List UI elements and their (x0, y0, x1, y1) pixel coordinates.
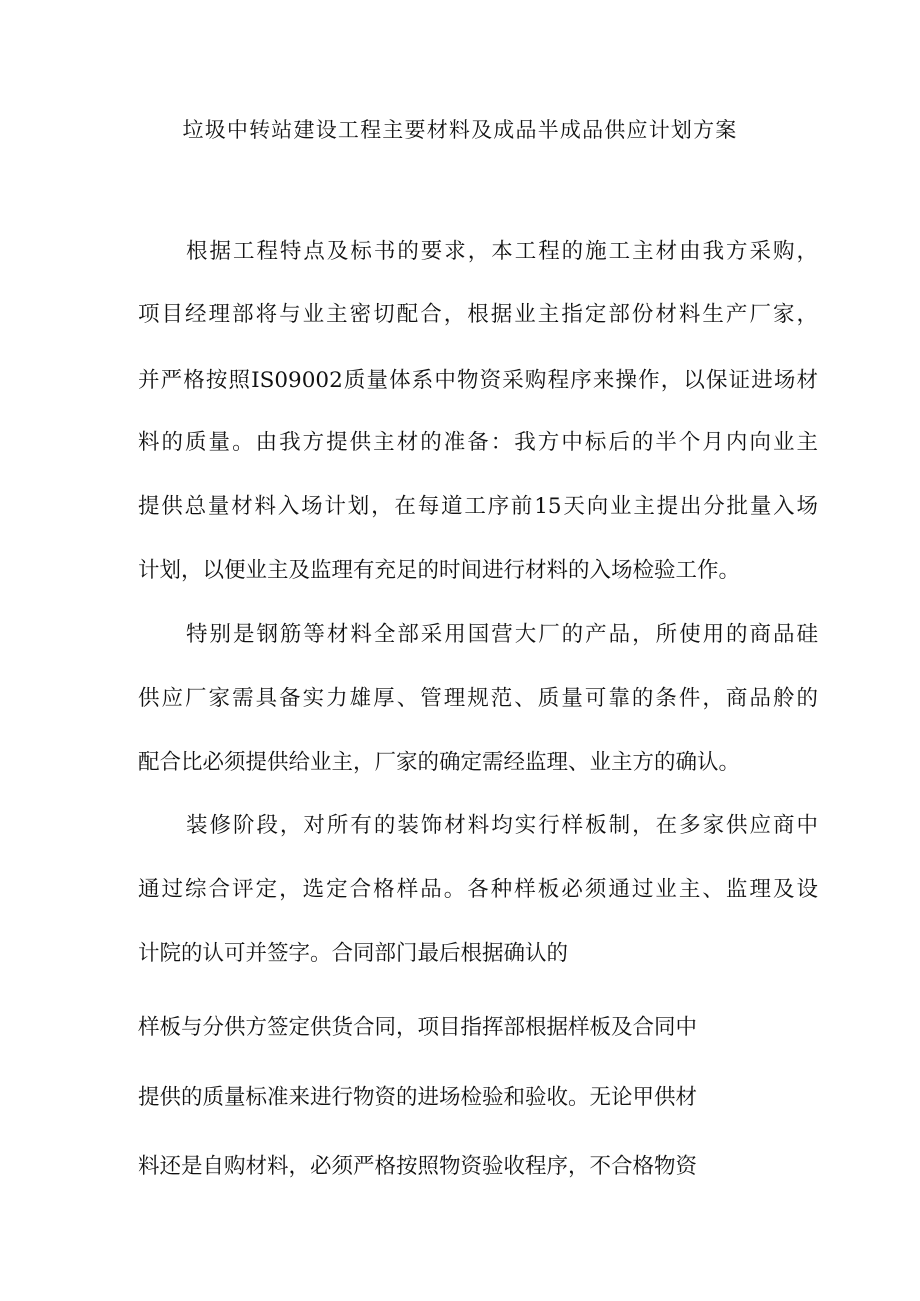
paragraph-3-line-1: 装修阶段，对所有的装饰材料均实行样板制，在多家供应商中 (186, 813, 818, 838)
paragraph-1-line-4: 料的质量。由我方提供主材的准备：我方中标后的半个月内向业主 (138, 430, 818, 455)
paragraph-3-line-3: 计院的认可并签字。合同部门最后根据确认的 (138, 941, 569, 966)
paragraph-3-line-4: 样板与分供方签定供货合同，项目指挥部根据样板及合同中 (138, 1015, 698, 1040)
paragraph-3-line-2: 通过综合评定，选定合格样品。各种样板必须通过业主、监理及设 (138, 877, 818, 902)
paragraph-2-line-3: 配合比必须提供给业主，厂家的确定需经监理、业主方的确认。 (138, 750, 741, 775)
paragraph-1-line-1: 根据工程特点及标书的要求，本工程的施工主材由我方采购， (186, 239, 818, 264)
paragraph-2-line-2: 供应厂家需具备实力雄厚、管理规范、质量可靠的条件，商品舲的 (138, 686, 818, 711)
paragraph-1-line-5: 提供总量材料入场计划，在每道工序前15天向业主提出分批量入场 (138, 494, 818, 519)
paragraph-1-line-6: 计划，以便业主及监理有充足的时间进行材料的入场检验工作。 (138, 558, 741, 583)
paragraph-2-line-1: 特别是钢筋等材料全部采用国营大厂的产品，所使用的商品硅 (186, 622, 818, 647)
paragraph-1-line-3: 并严格按照IS09002质量体系中物资采购程序来操作，以保证进场材 (138, 368, 818, 393)
paragraph-3-line-6: 料还是自购材料，必须严格按照物资验收程序，不合格物资 (138, 1154, 698, 1179)
document-title: 垃圾中转站建设工程主要材料及成品半成品供应计划方案 (182, 118, 738, 142)
paragraph-1-line-2: 项目经理部将与业主密切配合，根据业主指定部份材料生产厂家， (138, 302, 818, 327)
paragraph-3-line-5: 提供的质量标准来进行物资的进场检验和验收。无论甲供材 (138, 1085, 698, 1110)
